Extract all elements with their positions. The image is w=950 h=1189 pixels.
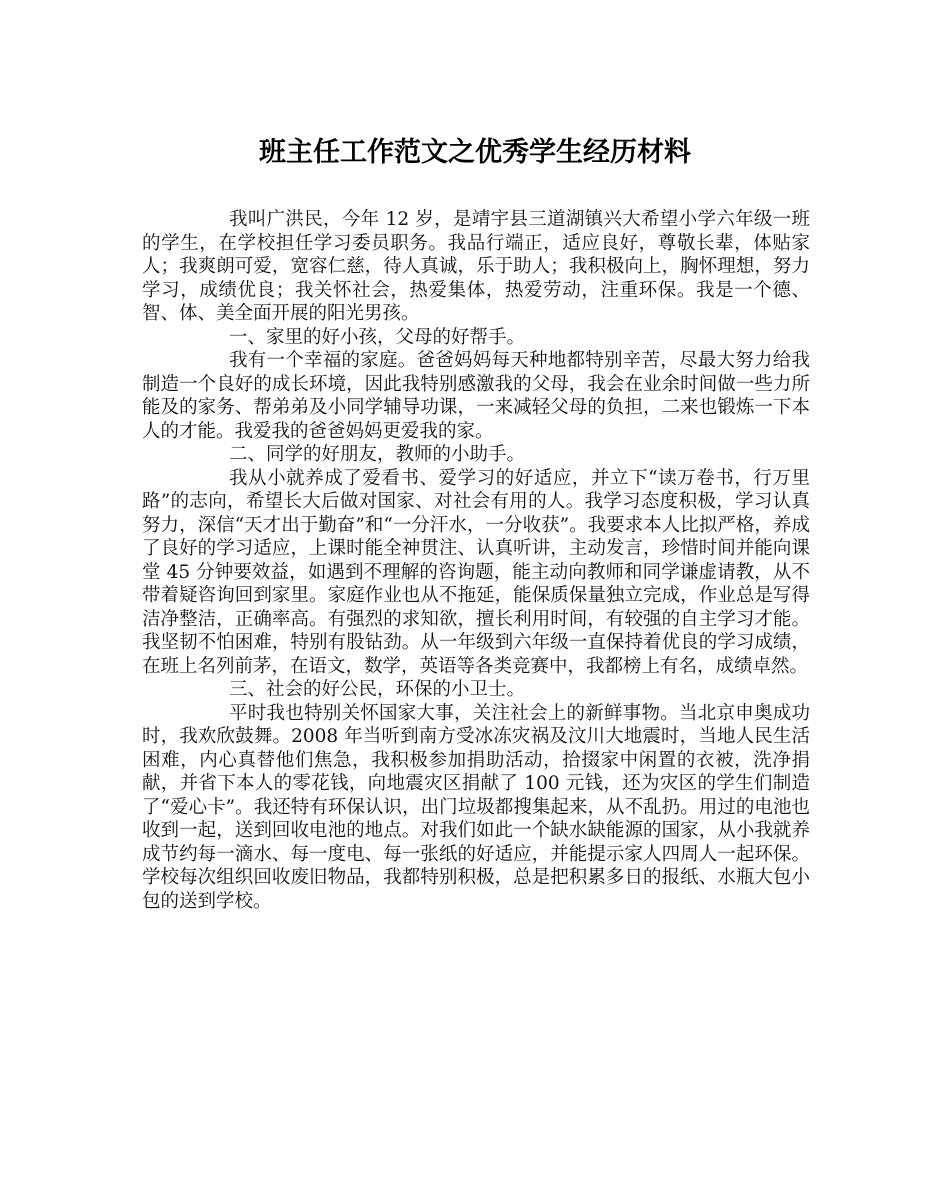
paragraph-intro: 我叫广洪民，今年 12 岁，是靖宇县三道湖镇兴大希望小学六年级一班的学生，在学校担任学习委员职务。我品行端正，适应良好，尊敬长辈，体贴家人；我爽朗可爱，宽容仁慈，待人真诚，乐于助人；我积极向上，胸怀理想，努力学习，成绩优良；我关怀社会，热爱集体，热爱劳动，注重环保。我是一个德、智、体、美全面开展的阳光男孩。 [142,209,810,324]
section-heading-1: 一、家里的好小孩，父母的好帮手。 [229,326,526,348]
document-title: 班主任工作范文之优秀学生经历材料 [259,137,691,168]
document-body [142,208,810,913]
paragraph-study: 我从小就养成了爱看书、爱学习的好适应，并立下“读万卷书，行万里路”的志向，希望长大后做对国家、对社会有用的人。我学习态度积极，学习认真努力，深信“天才出于勤奋”和“一分汗水，一分收获”。我要求本人比拟严格，养成了良好的学习适应，上课时能全神贯注、认真听讲，主动发言，珍惜时间并能向课堂 45 分钟要效益，如遇到不理解的咨询题，能主动向教师和同学谦虚请教，从不带着疑咨询回到家里。家庭作业也从不拖延，能保质保量独立完成，作业总是写得洁净整洁，正确率高。有强烈的求知欲，擅长利用时间，有较强的自主学习才能。我坚韧不怕困难，特别有股钻劲。从一年级到六年级一直保持着优良的学习成绩，在班上名列前茅，在语文，数学，英语等各类竞赛中，我都榜上有名，成绩卓然。 [142,467,810,677]
paragraph-society: 平时我也特别关怀国家大事，关注社会上的新鲜事物。当北京申奥成功时，我欢欣鼓舞。2008 年当听到南方受冰冻灾祸及汶川大地震时，当地人民生活困难，内心真替他们焦急，我积极参加捐助活动，拾掇家中闲置的衣被，洗净捐献，并省下本人的零花钱，向地震灾区捐献了 100 元钱，还为灾区的学生们制造了“爱心卡”。我还特有环保认识，出门垃圾都搜集起来，从不乱扔。用过的电池也收到一起，送到回收电池的地点。对我们如此一个缺水缺能源的国家，从小我就养成节约每一滴水、每一度电、每一张纸的好适应，并能提示家人四周人一起环保。学校每次组织回收废旧物品，我都特别积极，总是把积累多日的报纸、水瓶大包小包的送到学校。 [142,702,810,912]
section-heading-3: 三、社会的好公民，环保的小卫士。 [229,679,526,700]
section-heading-2: 二、同学的好朋友，教师的小助手。 [229,444,526,465]
paragraph-family: 我有一个幸福的家庭。爸爸妈妈每天种地都特别辛苦，尽最大努力给我制造一个良好的成长环境，因此我特别感激我的父母，我会在业余时间做一些力所能及的家务、帮弟弟及小同学辅导功课，一来减轻父母的负担，二来也锻炼一下本人的才能。我爱我的爸爸妈妈更爱我的家。 [142,350,810,442]
